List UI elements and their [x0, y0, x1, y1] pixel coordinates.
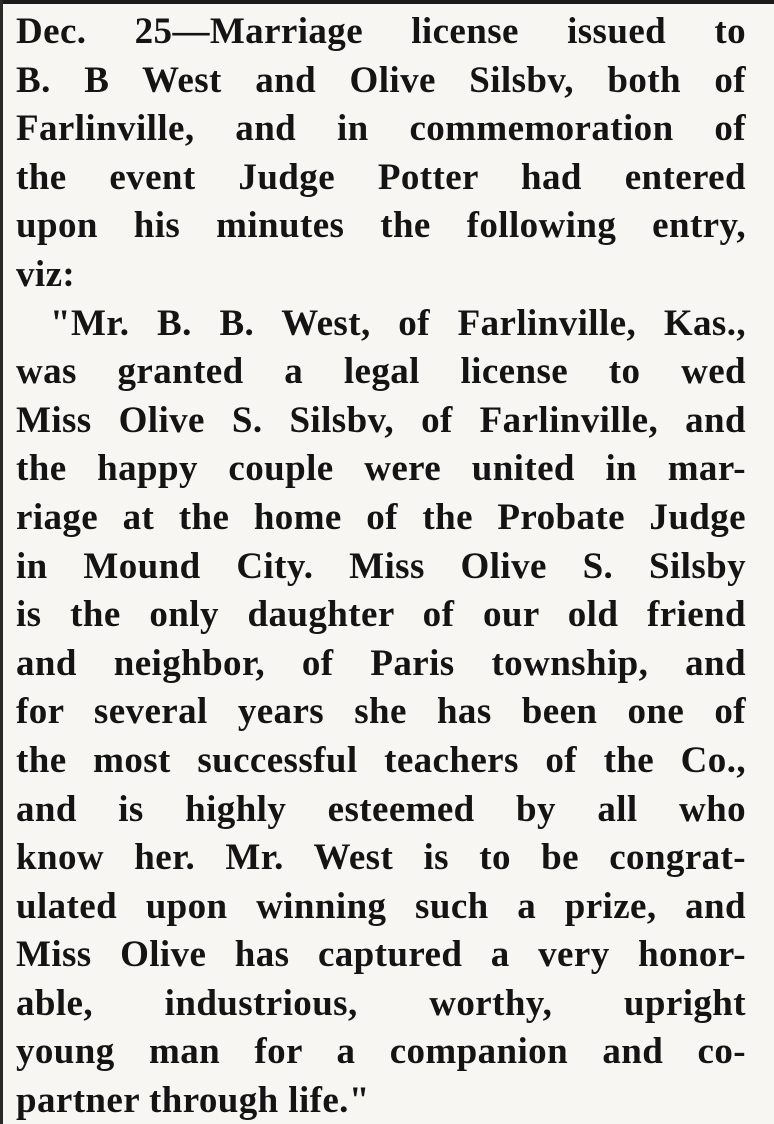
article-line: the event Judge Potter had entered — [16, 156, 746, 198]
article-line: was granted a legal license to wed — [16, 351, 746, 393]
article-line: Miss Olive S. Silsbv, of Farlinville, and — [16, 399, 746, 441]
top-column-rule — [0, 0, 774, 4]
article-line: Dec. 25—Marriage license issued to — [16, 11, 746, 52]
article-line: and neighbor, of Paris township, and — [16, 642, 746, 684]
article-line: young man for a companion and co- — [16, 1031, 746, 1073]
article-line: the most successful teachers of the Co., — [16, 739, 746, 781]
article-line: Farlinville, and in commemoration of — [16, 108, 746, 150]
article-line: ulated upon winning such a prize, and — [16, 885, 746, 927]
article-column — [16, 8, 746, 1124]
article-line: is the only daughter of our old friend — [16, 594, 746, 636]
left-column-rule — [0, 0, 3, 1124]
article-line: riage at the home of the Probate Judge — [16, 496, 746, 538]
article-line: viz: — [16, 253, 76, 295]
article-line: the happy couple were united in mar- — [16, 448, 746, 490]
article-line: in Mound City. Miss Olive S. Silsby — [16, 545, 746, 587]
article-line: know her. Mr. West is to be congrat- — [16, 837, 746, 879]
article-line: for several years she has been one of — [16, 691, 746, 733]
article-line: B. B West and Olive Silsbv, both of — [16, 59, 746, 101]
article-line: upon his minutes the following entry, — [16, 205, 746, 247]
article-line: Miss Olive has captured a very honor- — [16, 934, 746, 976]
article-line: partner through life." — [16, 1080, 370, 1122]
article-line: able, industrious, worthy, upright — [16, 982, 746, 1024]
article-line: and is highly esteemed by all who — [16, 788, 746, 830]
article-line: "Mr. B. B. West, of Farlinville, Kas., — [50, 302, 746, 344]
